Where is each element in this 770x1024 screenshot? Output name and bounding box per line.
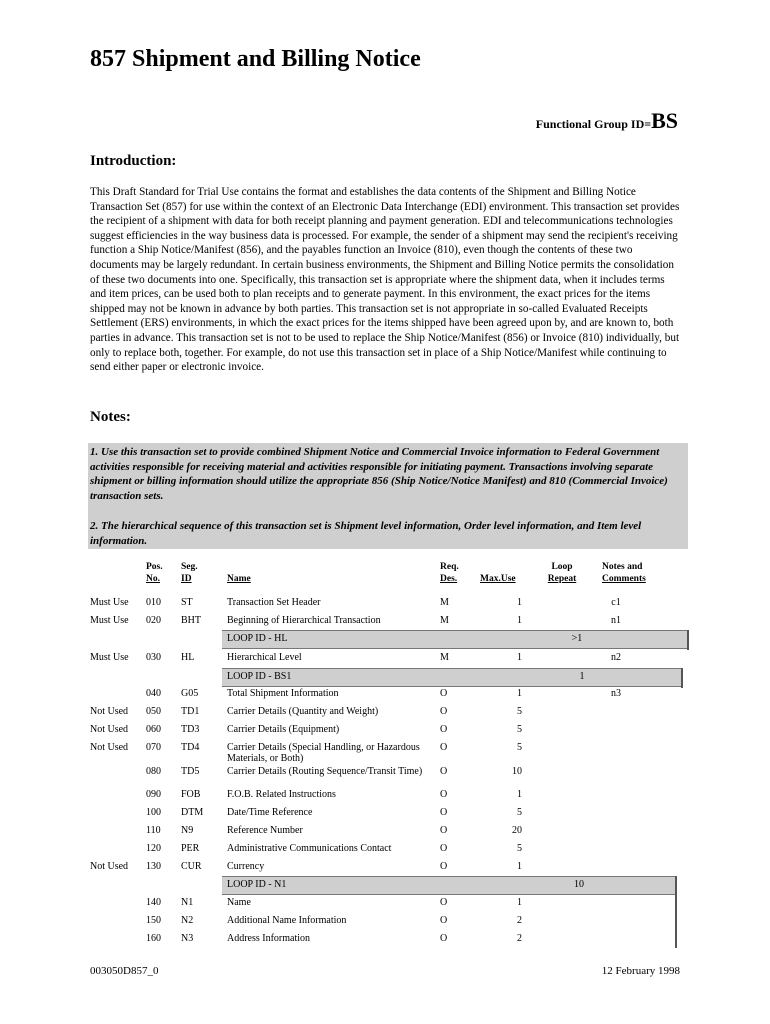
row-usage: Must Use (90, 615, 129, 626)
row-max-use: 5 (517, 742, 522, 753)
row-req: O (440, 706, 448, 717)
row-max-use: 10 (512, 766, 522, 777)
row-seg: TD1 (181, 706, 200, 717)
row-pos: 080 (146, 766, 161, 777)
header-notes: Notes and Comments (602, 562, 646, 584)
loop-header-bs1 (222, 668, 681, 687)
row-name: F.O.B. Related Instructions (227, 789, 336, 800)
loop-repeat: 10 (574, 879, 584, 890)
row-req: O (440, 724, 448, 735)
row-pos: 070 (146, 742, 161, 753)
row-name: Currency (227, 861, 265, 872)
row-req: M (440, 597, 449, 608)
row-name: Beginning of Hierarchical Transaction (227, 615, 381, 626)
functional-group-id (536, 108, 678, 134)
row-max-use: 20 (512, 825, 522, 836)
row-max-use: 1 (517, 861, 522, 872)
row-seg: N3 (181, 933, 194, 944)
row-req: O (440, 933, 448, 944)
row-pos: 110 (146, 825, 161, 836)
footer-date: 12 February 1998 (601, 965, 680, 977)
row-req: O (440, 789, 448, 800)
row-req: O (440, 688, 448, 699)
header-name: Name (227, 574, 251, 584)
row-max-use: 5 (517, 706, 522, 717)
row-max-use: 1 (517, 897, 522, 908)
row-notes: n3 (611, 688, 621, 699)
row-notes: n2 (611, 652, 621, 663)
header-max-use: Max.Use (480, 574, 516, 584)
row-pos: 150 (146, 915, 161, 926)
row-seg: TD5 (181, 766, 200, 777)
row-pos: 160 (146, 933, 161, 944)
row-max-use: 1 (517, 652, 522, 663)
footer-doc-id: 003050D857_0 (90, 965, 159, 977)
row-pos: 140 (146, 897, 161, 908)
row-name: Additional Name Information (227, 915, 347, 926)
row-req: O (440, 861, 448, 872)
row-notes: n1 (611, 615, 621, 626)
functional-group-code: BS (651, 108, 678, 133)
row-seg: PER (181, 843, 200, 854)
row-name: Transaction Set Header (227, 597, 321, 608)
row-req: O (440, 843, 448, 854)
loop-repeat: 1 (579, 671, 585, 682)
loop-id: LOOP ID - N1 (227, 879, 287, 890)
row-name: Date/Time Reference (227, 807, 313, 818)
row-seg: ST (181, 597, 193, 608)
loop-id: LOOP ID - BS1 (227, 671, 292, 682)
row-pos: 050 (146, 706, 161, 717)
row-pos: 020 (146, 615, 161, 626)
row-pos: 130 (146, 861, 161, 872)
row-req: O (440, 897, 448, 908)
row-usage: Not Used (90, 742, 129, 753)
row-name: Carrier Details (Routing Sequence/Transit Time) (227, 766, 423, 777)
header-loop-repeat: Loop Repeat (547, 562, 577, 584)
loop-id: LOOP ID - HL (227, 633, 288, 644)
row-pos: 060 (146, 724, 161, 735)
row-seg: G05 (181, 688, 199, 699)
row-seg: FOB (181, 789, 201, 800)
row-req: M (440, 652, 449, 663)
row-seg: N1 (181, 897, 194, 908)
loop-repeat: >1 (571, 633, 583, 644)
row-max-use: 1 (517, 615, 522, 626)
row-name: Reference Number (227, 825, 303, 836)
row-name: Total Shipment Information (227, 688, 339, 699)
row-name: Name (227, 897, 251, 908)
introduction-text: This Draft Standard for Trial Use contains the format and establishes the data contents of the Shipment and Billing Notice Transaction Set (857) for use within the context of an Electronic Data Interchange (EDI) environment. This transaction set provides the recipient of a shipment with data for both receipt planning and payment generation. EDI and telecommunications technologies suggest efficiencies in the way business data is processed. For example, the sender of a shipment may send the recipient's receiving function a Ship Notice/Manifest (856), and the payables function an Invoice (810), even though the contents of these two documents may be largely redundant. In certain business environments, the Shipment and Billing Notice permits the consolidation of these two documents into one. Specifically, this transaction set is appropriate where the shipment data, when it includes terms and item prices, can be used both to plan receipts and to generate payment. In this environment, the exact prices for the items shipped may not be known in advance by both parties. This transaction set is not appropriate in so-called Evaluated Receipts Settlement (ERS) environments, in which the exact prices for the items shipped have been agreed upon by, and are known to, both parties in advance. This transaction set is not to be used to replace the Ship Notice/Manifest (856) or Invoice (810) individually, but only to replace both, together. For example, do not use this transaction set in place of a Ship Notice/Manifest while continuing to send either paper or electronic invoice. (90, 186, 680, 374)
row-req: O (440, 825, 448, 836)
row-pos: 040 (146, 688, 161, 699)
loop-header-hl (222, 630, 687, 649)
row-seg: N9 (181, 825, 194, 836)
row-max-use: 1 (517, 688, 522, 699)
header-req: Req. Des. (440, 562, 459, 584)
row-seg: BHT (181, 615, 201, 626)
note-2: 2. The hierarchical sequence of this transaction set is Shipment level information, Order level information, and Item level information. (90, 520, 642, 547)
header-pos: Pos. No. (146, 562, 163, 584)
row-req: O (440, 915, 448, 926)
notes-heading: Notes: (90, 409, 131, 425)
row-pos: 100 (146, 807, 161, 818)
row-pos: 010 (146, 597, 161, 608)
header-seg: Seg. ID (181, 562, 198, 584)
note-1: 1. Use this transaction set to provide combined Shipment Notice and Commercial Invoice information to Federal Government activities responsible for receiving material and activities responsible for initiating payment. Transactions involving separate shipment or billing information should utilize the appropriate 856 (Ship Notice/Notice Manifest) and 810 (Commercial Invoice) transaction sets. (90, 446, 668, 502)
row-seg: DTM (181, 807, 204, 818)
row-usage: Not Used (90, 706, 129, 717)
row-max-use: 2 (517, 915, 522, 926)
row-req: O (440, 742, 448, 753)
row-max-use: 1 (517, 597, 522, 608)
row-seg: HL (181, 652, 195, 663)
row-name: Carrier Details (Equipment) (227, 724, 340, 735)
row-usage: Must Use (90, 652, 129, 663)
row-max-use: 2 (517, 933, 522, 944)
row-pos: 030 (146, 652, 161, 663)
row-usage: Must Use (90, 597, 129, 608)
row-max-use: 5 (517, 724, 522, 735)
document-title: 857 Shipment and Billing Notice (90, 46, 421, 72)
row-max-use: 5 (517, 807, 522, 818)
loop-header-n1 (222, 876, 675, 895)
row-seg: TD4 (181, 742, 200, 753)
row-max-use: 1 (517, 789, 522, 800)
row-req: O (440, 766, 448, 777)
row-name: Hierarchical Level (227, 652, 302, 663)
row-usage: Not Used (90, 861, 129, 872)
row-max-use: 5 (517, 843, 522, 854)
row-name: Administrative Communications Contact (227, 843, 392, 854)
row-req: M (440, 615, 449, 626)
functional-group-label: Functional Group ID= (535, 117, 652, 131)
row-name: Carrier Details (Quantity and Weight) (227, 706, 379, 717)
row-req: O (440, 807, 448, 818)
row-seg: TD3 (181, 724, 200, 735)
row-pos: 090 (146, 789, 161, 800)
row-name: Address Information (227, 933, 311, 944)
row-seg: N2 (181, 915, 194, 926)
row-notes: c1 (611, 597, 621, 608)
row-usage: Not Used (90, 724, 129, 735)
row-name: Carrier Details (Special Handling, or Hazardous Materials, or Both) (227, 742, 420, 764)
row-pos: 120 (146, 843, 161, 854)
introduction-heading: Introduction: (90, 153, 177, 169)
row-seg: CUR (181, 861, 202, 872)
